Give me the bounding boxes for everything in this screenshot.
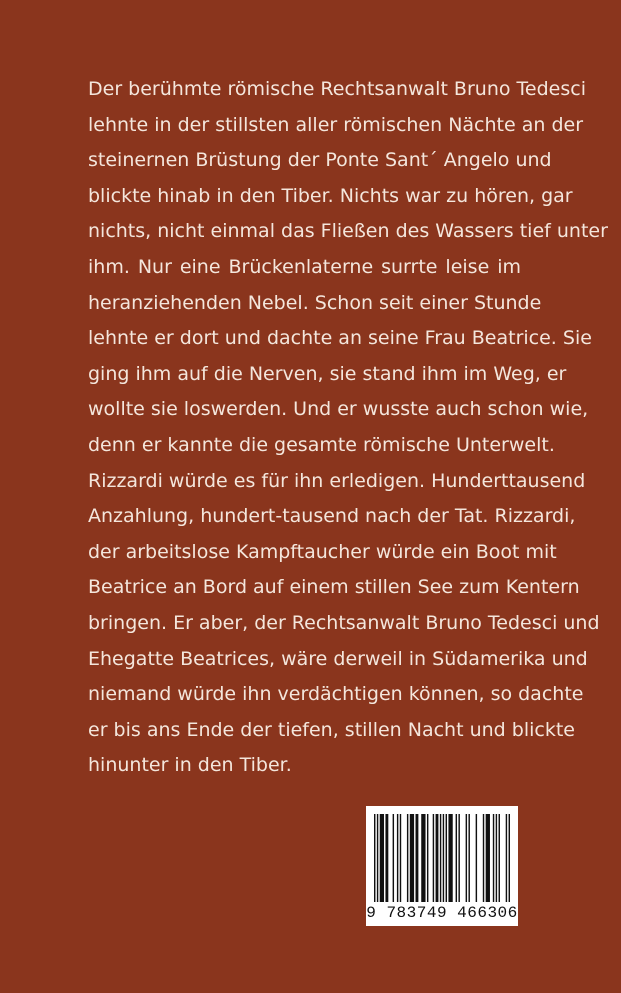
barcode-bar bbox=[483, 814, 484, 902]
blurb-line: blickte hinab in den Tiber. Nichts war zu hören, gar bbox=[88, 184, 573, 207]
blurb-line: hinunter in den Tiber. bbox=[88, 754, 292, 777]
barcode-bar bbox=[468, 814, 469, 902]
barcode-bar bbox=[476, 814, 477, 902]
barcode-bar bbox=[393, 814, 394, 902]
barcode-bar bbox=[427, 814, 428, 902]
barcode-bar bbox=[506, 814, 507, 902]
blurb-line: nichts, nicht einmal das Fließen des Wassers tief unter bbox=[88, 220, 608, 243]
barcode-bar bbox=[416, 814, 419, 902]
blurb-line: bringen. Er aber, der Rechtsanwalt Bruno Tedesci und bbox=[88, 611, 600, 634]
blurb-line: Der berühmte römische Rechtsanwalt Bruno Tedesci bbox=[88, 78, 586, 100]
blurb-line: der arbeitslose Kampftaucher würde ein Boot mit bbox=[88, 540, 557, 563]
barcode-bar bbox=[421, 814, 425, 902]
blurb-line: lehnte in der stillsten aller römischen Nächte an der bbox=[88, 113, 584, 136]
barcode-bar bbox=[443, 814, 444, 902]
blurb-line: niemand würde ihn verdächtigen können, so dachte bbox=[88, 683, 584, 706]
blurb-line: denn er kannte die gesamte römische Unterwelt. bbox=[88, 433, 555, 456]
barcode-bar bbox=[448, 814, 452, 902]
barcode-bar bbox=[397, 814, 398, 902]
barcode-bar bbox=[377, 814, 378, 902]
blurb-line: Anzahlung, hundert-tausend nach der Tat. Rizzardi, bbox=[88, 505, 576, 528]
barcode-bar bbox=[499, 814, 500, 902]
barcode-bar bbox=[496, 814, 497, 902]
barcode-bar bbox=[486, 814, 490, 902]
blurb-line: Beatrice an Bord auf einem stillen See zum Kentern bbox=[88, 576, 580, 599]
blurb-line: ging ihm auf die Nerven, sie stand ihm im Weg, er bbox=[88, 362, 567, 385]
isbn-number: 9 783749 466306 bbox=[366, 904, 518, 922]
barcode-bar bbox=[400, 814, 401, 902]
isbn-barcode bbox=[366, 806, 518, 926]
barcode-bar bbox=[509, 814, 510, 902]
blurb-line: er bis ans Ende der tiefen, stillen Nacht und blickte bbox=[88, 718, 575, 741]
blurb-line: lehnte er dort und dachte an seine Frau Beatrice. Sie bbox=[88, 327, 592, 350]
barcode-bar bbox=[407, 814, 408, 902]
barcode-bar bbox=[440, 814, 441, 902]
barcode-bar bbox=[385, 814, 388, 902]
barcode-bar bbox=[410, 814, 414, 902]
barcode-bar bbox=[493, 814, 494, 902]
blurb-text bbox=[88, 72, 608, 784]
barcode-bar bbox=[436, 814, 439, 902]
barcode-bar bbox=[433, 814, 434, 902]
barcode-bar bbox=[446, 814, 447, 902]
barcode-bar bbox=[458, 814, 459, 902]
barcode-bar bbox=[466, 814, 467, 902]
blurb-line: Ehegatte Beatrices, wäre derweil in Südamerika und bbox=[88, 647, 588, 670]
barcode-bars bbox=[374, 814, 510, 902]
blurb-line: ihm. Nur eine Brückenlaterne surrte leise im bbox=[88, 255, 521, 278]
barcode-bar bbox=[374, 814, 375, 902]
barcode-bar bbox=[456, 814, 457, 902]
blurb-line: wollte sie loswerden. Und er wusste auch schon wie, bbox=[88, 398, 589, 421]
blurb-line: Rizzardi würde es für ihn erledigen. Hunderttausend bbox=[88, 469, 586, 492]
blurb-line: heranziehenden Nebel. Schon seit einer Stunde bbox=[88, 291, 542, 314]
barcode-bar bbox=[380, 814, 384, 902]
blurb-line: steinernen Brüstung der Ponte Sant´ Angelo und bbox=[88, 149, 552, 172]
